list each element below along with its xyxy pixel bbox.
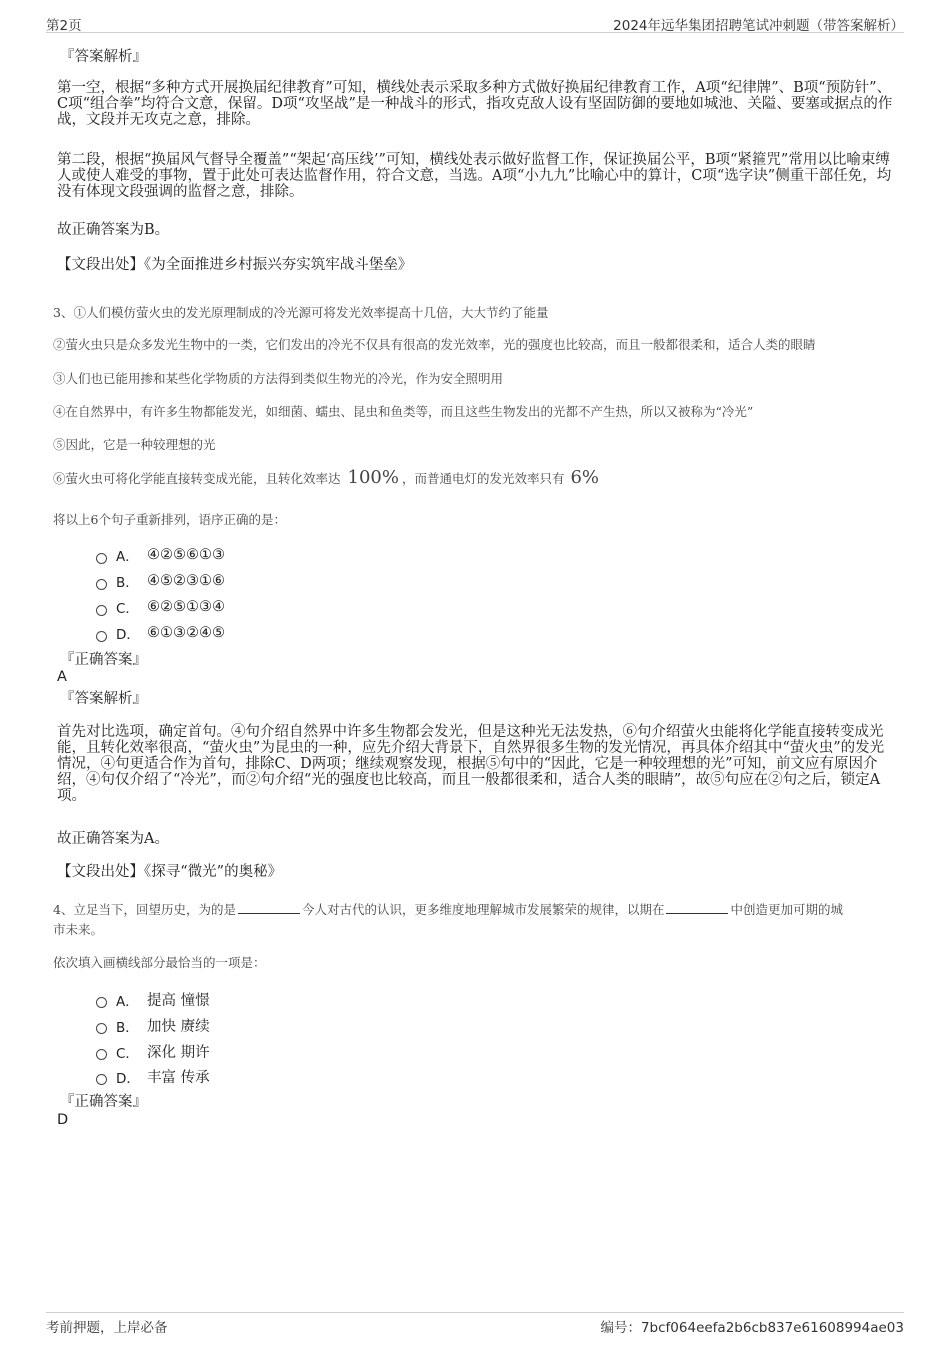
- page-number: 第2页: [46, 18, 82, 34]
- radio-icon[interactable]: [96, 1023, 107, 1034]
- q3-sentence-5: ⑤因此，它是一种较理想的光: [53, 437, 216, 452]
- q4-option-b[interactable]: [96, 1015, 210, 1036]
- option-text: 丰富 传承: [147, 1070, 210, 1086]
- q4-blank-1: [238, 901, 300, 914]
- q3-prompt: 将以上6个句子重新排列，语序正确的是：: [53, 512, 286, 527]
- option-letter: C．: [116, 601, 139, 617]
- q3-sentence-2: ②萤火虫只是众多发光生物中的一类，它们发出的冷光不仅具有很高的发光效率，光的强度也比较高，而且一般都很柔和，适合人类的眼睛: [53, 337, 816, 352]
- option-text: ⑥①③②④⑤: [147, 625, 225, 641]
- q3-sentence-6-part-a: ⑥萤火虫可将化学能直接转变成光能，且转化效率达: [53, 471, 341, 486]
- q3-sentence-3: ③人们也已能用掺和某些化学物质的方法得到类似生物光的冷光，作为安全照明用: [53, 371, 504, 386]
- q2-conclusion: 故正确答案为B。: [57, 222, 170, 238]
- q3-answer-label: 『正确答案』: [60, 652, 147, 668]
- q2-source: 【文段出处】《为全面推进乡村振兴夯实筑牢战斗堡垒》: [57, 257, 413, 273]
- footer-code: 编号：7bcf064eefa2b6cb837e61608994ae03: [600, 1320, 904, 1336]
- q3-lamp-efficiency-value: 6%: [570, 467, 600, 488]
- q4-stem-part-d: 市未来。: [53, 922, 104, 937]
- q2-analysis-label: 『答案解析』: [60, 49, 147, 65]
- option-text: ④②⑤⑥①③: [147, 547, 225, 563]
- q4-blank-2: [666, 901, 728, 914]
- q3-option-b[interactable]: [96, 571, 225, 591]
- q3-conclusion: 故正确答案为A。: [57, 831, 169, 847]
- q3-sentence-1: 3、①人们模仿萤火虫的发光原理制成的冷光源可将发光效率提高十几倍，大大节约了能量: [53, 305, 549, 320]
- q3-sentence-4: ④在自然界中，有许多生物都能发光，如细菌、蠕虫、昆虫和鱼类等，而且这些生物发出的光都不产生热，所以又被称为“冷光”: [53, 404, 754, 419]
- q3-option-d[interactable]: [96, 623, 225, 643]
- radio-icon[interactable]: [96, 631, 107, 642]
- q3-efficiency-value: 100%: [347, 467, 399, 488]
- q4-stem-part-b: 今人对古代的认识，更多维度地理解城市发展繁荣的规律，以期在: [301, 902, 665, 917]
- q3-analysis: 首先对比选项，确定首句。④句介绍自然界中许多生物都会发光，但是这种光无法发热，⑥句介绍萤火虫能将化学能直接转变成光能，且转化效率很高，“萤火虫”为昆虫的一种，应先介绍大背景下，自然界很多生物的发光情况，再具体介绍其中“萤火虫”的发光情况，④句更适合作为首句，排除C、D两项；继续观察发现，根据⑤句中的“因此，它是一种较理想的光”可知，前文应有原因介绍，④句仅介绍了“冷光”，而②句介绍“光的强度也比较高，而且一般都很柔和，适合人类的眼睛”，故⑤句应在②句之后，锁定A项。: [57, 724, 885, 804]
- q3-option-a[interactable]: [96, 545, 225, 565]
- q4-stem-part-c: 中创造更加可期的城: [730, 902, 843, 917]
- q4-prompt: 依次填入画横线部分最恰当的一项是：: [53, 955, 266, 970]
- q4-option-c[interactable]: [96, 1041, 210, 1062]
- q3-source: 【文段出处】《探寻“微光”的奥秘》: [57, 864, 283, 880]
- q4-answer: D: [57, 1112, 69, 1128]
- q3-option-c[interactable]: [96, 597, 225, 617]
- radio-icon[interactable]: [96, 997, 107, 1008]
- option-letter: A．: [116, 549, 139, 565]
- radio-icon[interactable]: [96, 605, 107, 616]
- option-letter: D．: [116, 627, 140, 643]
- q4-stem: [53, 900, 903, 940]
- q4-answer-label: 『正确答案』: [60, 1094, 147, 1110]
- footer-slogan: 考前押题，上岸必备: [46, 1320, 168, 1336]
- q3-answer: A: [57, 669, 67, 685]
- q2-analysis-paragraph-2: 第二段，根据“换届风气督导全覆盖”“架起‘高压线’”可知，横线处表示做好监督工作，保证换届公平，B项“紧箍咒”常用以比喻束缚人或使人难受的事物，置于此处可表达监督作用，符合文意，当选。A项“小九九”比喻心中的算计，C项“选字诀”侧重干部任免，均没有体现文段强调的监督之意，排除。: [57, 152, 892, 200]
- radio-icon[interactable]: [96, 553, 107, 564]
- page-footer: [46, 1312, 904, 1335]
- option-text: 提高 憧憬: [147, 993, 210, 1009]
- option-letter: D．: [116, 1070, 140, 1087]
- q2-analysis-paragraph-1: 第一空，根据“多种方式开展换届纪律教育”可知，横线处表示采取多种方式做好换届纪律教育工作，A项“纪律牌”、B项“预防针”、C项“组合拳”均符合文意，保留。D项“攻坚战”是一种战斗的形式，指攻克敌人设有坚固防御的要地如城池、关隘、要塞或据点的作战，文段并无攻克之意，排除。: [57, 80, 893, 128]
- document-title: 2024年远华集团招聘笔试冲刺题（带答案解析）: [613, 18, 904, 34]
- radio-icon[interactable]: [96, 1049, 107, 1060]
- option-text: ④⑤②③①⑥: [147, 573, 225, 589]
- option-text: ⑥②⑤①③④: [147, 599, 225, 615]
- q3-analysis-label: 『答案解析』: [60, 691, 147, 707]
- option-text: 加快 赓续: [147, 1019, 210, 1035]
- q4-option-a[interactable]: [96, 989, 210, 1010]
- option-letter: A．: [116, 993, 139, 1010]
- page-header: [46, 10, 904, 33]
- radio-icon[interactable]: [96, 1074, 107, 1085]
- q4-option-d[interactable]: [96, 1066, 210, 1087]
- option-letter: B．: [116, 575, 139, 591]
- radio-icon[interactable]: [96, 579, 107, 590]
- option-letter: C．: [116, 1045, 139, 1062]
- q3-sentence-6-part-b: ，而普通电灯的发光效率只有: [401, 471, 565, 486]
- option-letter: B．: [116, 1019, 139, 1036]
- option-text: 深化 期许: [147, 1045, 210, 1061]
- q3-sentence-6: [53, 467, 599, 488]
- q4-stem-part-a: 4、立足当下，回望历史，为的是: [53, 902, 236, 917]
